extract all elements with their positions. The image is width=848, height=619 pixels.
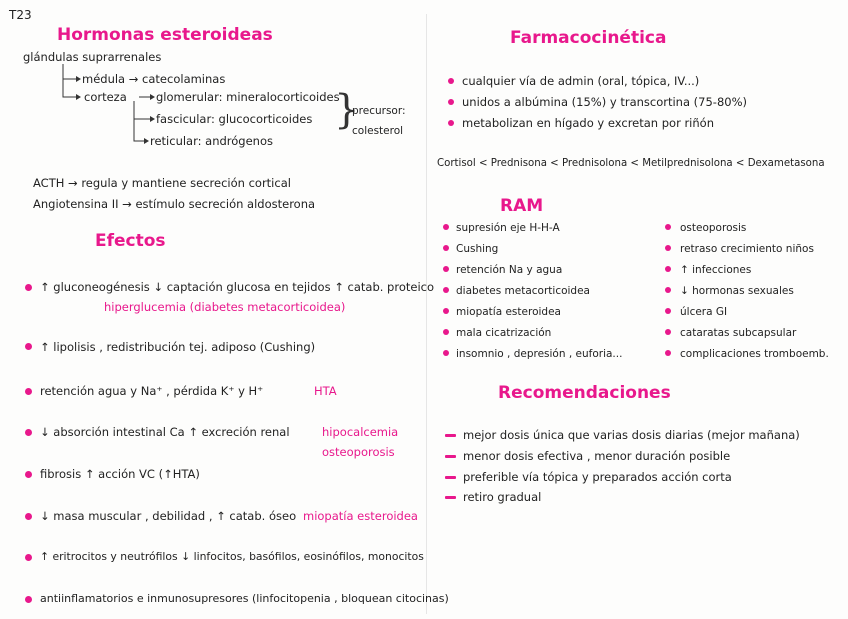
ram-item: osteoporosis <box>680 222 747 234</box>
dash-bullet <box>445 496 456 499</box>
glands-label: glándulas suprarrenales <box>23 50 162 64</box>
effect-note-osteoporosis: osteoporosis <box>322 445 395 459</box>
ram-item: cataratas subcapsular <box>680 327 797 339</box>
bullet-dot <box>443 350 449 356</box>
ram-item: miopatía esteroidea <box>456 306 561 318</box>
bullet-dot <box>665 287 671 293</box>
ram-item: Cushing <box>456 243 499 255</box>
rec-item: mejor dosis única que varias dosis diarias (mejor mañana) <box>463 428 800 442</box>
ram-item: complicaciones tromboemb. <box>680 348 829 360</box>
bullet-dot <box>443 245 449 251</box>
effect-note-hiperglucemia: hiperglucemia (diabetes metacorticoidea) <box>104 300 346 314</box>
effect-gluconeogenesis: ↑ gluconeogénesis ↓ captación glucosa en tejidos ↑ catab. proteico <box>40 280 435 294</box>
page-id: T23 <box>9 8 32 22</box>
bullet-dot <box>25 284 32 291</box>
bullet-dot <box>448 99 454 105</box>
title-efectos: Efectos <box>95 231 166 251</box>
farma-item-union: unidos a albúmina (15%) y transcortina (75-80%) <box>462 95 747 109</box>
ram-item: retraso crecimiento niños <box>680 243 814 255</box>
acth-line: ACTH → regula y mantiene secreción cortical <box>33 176 291 190</box>
glomerular-line: glomerular: mineralocorticoides <box>156 90 340 104</box>
bullet-dot <box>665 224 671 230</box>
potency-line: Cortisol < Prednisona < Prednisolona < Metilprednisolona < Dexametasona <box>437 158 825 169</box>
effect-antiinflamatorios: antiinflamatorios e inmunosupresores (linfocitopenia , bloquean citocinas) <box>40 592 449 605</box>
bullet-dot <box>443 329 449 335</box>
medula-line: médula → catecolaminas <box>82 72 226 86</box>
title-recomendaciones: Recomendaciones <box>498 383 671 403</box>
effect-note-miopatia: miopatía esteroidea <box>303 509 418 523</box>
bullet-dot <box>443 308 449 314</box>
ram-item: diabetes metacorticoidea <box>456 285 590 297</box>
effect-eritrocitos: ↑ eritrocitos y neutrófilos ↓ linfocitos, basófilos, eosinófilos, monocitos <box>40 550 424 563</box>
bullet-dot <box>25 596 32 603</box>
bullet-dot <box>25 554 32 561</box>
reticular-line: reticular: andrógenos <box>150 134 274 148</box>
effect-retencion: retención agua y Na⁺ , pérdida K⁺ y H⁺ <box>40 384 264 398</box>
bullet-dot <box>25 429 32 436</box>
brace-symbol: } <box>334 87 360 133</box>
bullet-dot <box>665 350 671 356</box>
bullet-dot <box>25 471 32 478</box>
colesterol-label: colesterol <box>352 125 404 137</box>
fascicular-line: fascicular: glucocorticoides <box>156 112 313 126</box>
bullet-dot <box>665 308 671 314</box>
bullet-dot <box>25 343 32 350</box>
bullet-dot <box>443 224 449 230</box>
farma-item-metabolismo: metabolizan en hígado y excretan por riñón <box>462 116 714 130</box>
ram-item: úlcera GI <box>680 306 728 318</box>
ram-item: mala cicatrización <box>456 327 552 339</box>
title-farmacocinetica: Farmacocinética <box>510 28 667 48</box>
effect-note-hipocalcemia: hipocalcemia <box>322 425 399 439</box>
ram-item: ↑ infecciones <box>680 264 752 276</box>
bullet-dot <box>665 266 671 272</box>
bullet-dot <box>25 388 32 395</box>
effect-note-hta: HTA <box>314 384 337 398</box>
corteza-label: corteza <box>84 90 127 104</box>
effect-calcio: ↓ absorción intestinal Ca ↑ excreción renal <box>40 425 290 439</box>
bullet-dot <box>443 266 449 272</box>
title-hormonas: Hormonas esteroideas <box>57 25 273 45</box>
precursor-label: precursor: <box>352 105 406 117</box>
angiotensina-line: Angiotensina II → estímulo secreción aldosterona <box>33 197 316 211</box>
ram-item: retención Na y agua <box>456 264 563 276</box>
bullet-dot <box>665 245 671 251</box>
rec-item: menor dosis efectiva , menor duración posible <box>463 449 731 463</box>
rec-item: retiro gradual <box>463 490 542 504</box>
effect-masa-muscular: ↓ masa muscular , debilidad , ↑ catab. óseo <box>40 509 297 523</box>
bullet-dot <box>25 513 32 520</box>
effect-lipolisis: ↑ lipolisis , redistribución tej. adiposo (Cushing) <box>40 340 316 354</box>
dash-bullet <box>445 455 456 458</box>
dash-bullet <box>445 434 456 437</box>
bullet-dot <box>448 78 454 84</box>
rec-item: preferible vía tópica y preparados acción corta <box>463 470 732 484</box>
ram-item: ↓ hormonas sexuales <box>680 285 794 297</box>
bullet-dot <box>448 120 454 126</box>
effect-fibrosis: fibrosis ↑ acción VC (↑HTA) <box>40 467 200 481</box>
title-ram: RAM <box>500 196 544 216</box>
ram-item: insomnio , depresión , euforia... <box>456 348 623 360</box>
bullet-dot <box>443 287 449 293</box>
bullet-dot <box>665 329 671 335</box>
farma-item-via: cualquier vía de admin (oral, tópica, IV...) <box>462 74 700 88</box>
dash-bullet <box>445 476 456 479</box>
ram-item: supresión eje H-H-A <box>456 222 560 234</box>
